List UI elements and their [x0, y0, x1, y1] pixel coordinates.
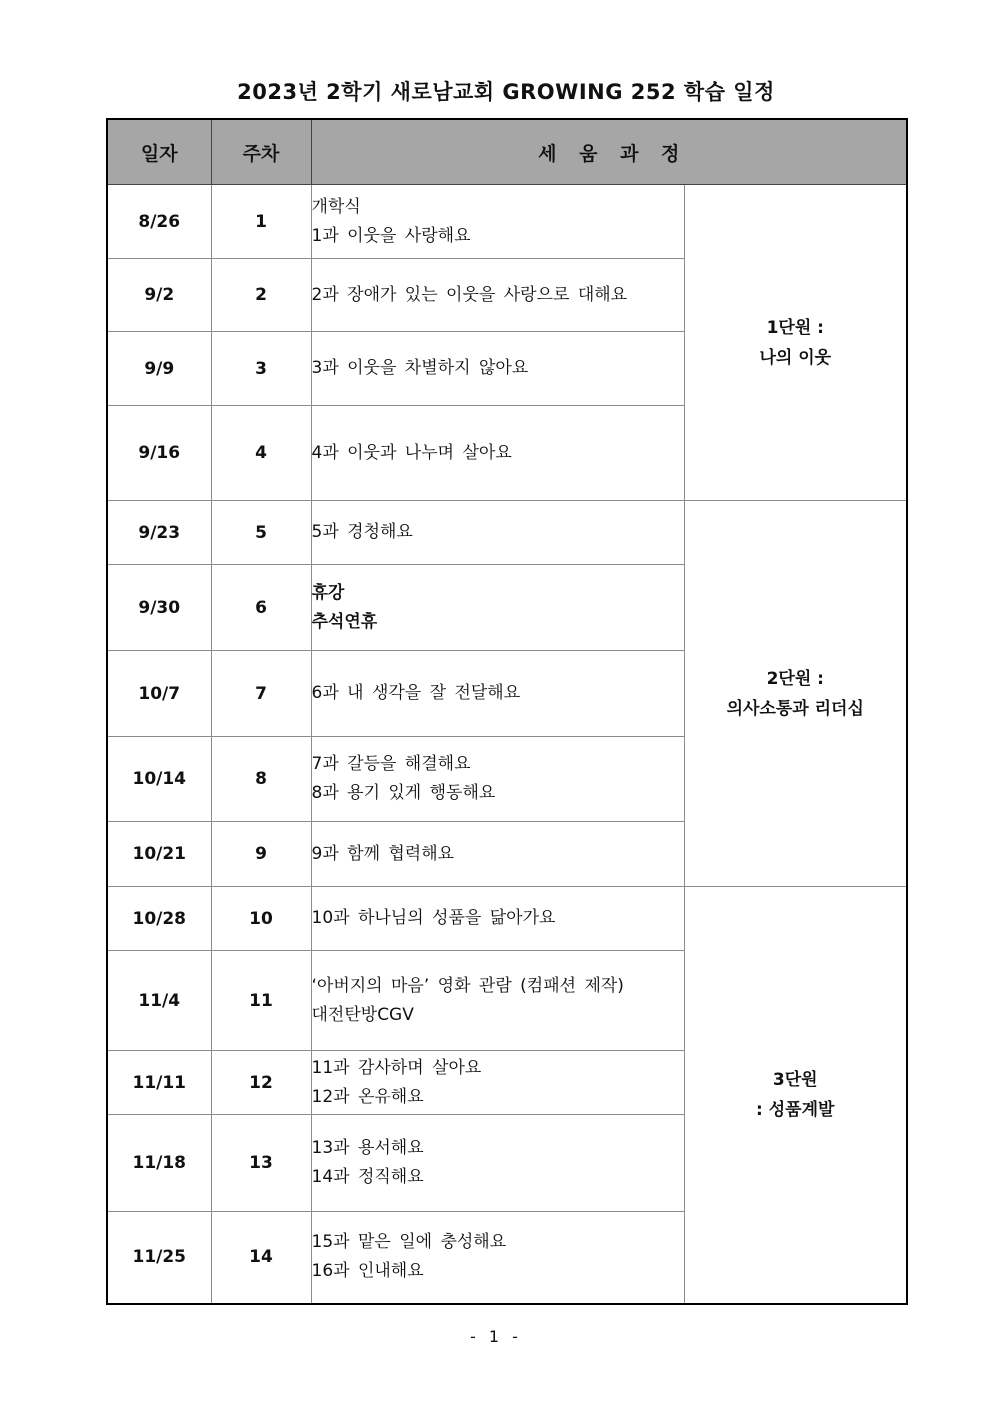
lesson-line: 6과 내 생각을 잘 전달해요: [311, 683, 521, 703]
lesson-line: 15과 맡은 일에 충성해요: [311, 1232, 507, 1253]
lesson-header: 세 움 과 정: [311, 119, 907, 185]
lesson-line: 14과 정직해요: [311, 1167, 424, 1187]
unit-line: : 성품계발: [756, 1099, 835, 1120]
week-cell: 4: [211, 406, 311, 501]
lesson-cell: [311, 259, 684, 332]
lesson-cell: [311, 1212, 684, 1304]
date-cell: 10/21: [107, 822, 211, 887]
week-cell: 11: [211, 951, 311, 1051]
lesson-line: 8과 용기 있게 행동해요: [311, 783, 496, 803]
table-row: [107, 501, 907, 565]
lesson-line: 12과 온유해요: [311, 1086, 424, 1107]
lesson-line: 1과 이웃을 사랑해요: [311, 225, 471, 246]
lesson-line: 3과 이웃을 차별하지 않아요: [311, 358, 529, 378]
header-row: [107, 119, 907, 185]
lesson-cell: [311, 1051, 684, 1115]
schedule-table: [106, 118, 908, 1305]
lesson-line: 휴강: [311, 582, 345, 603]
date-cell: 11/11: [107, 1051, 211, 1115]
unit-cell-2: [684, 501, 907, 887]
lesson-line: 개학식: [311, 196, 361, 217]
week-cell: 1: [211, 185, 311, 259]
week-cell: 8: [211, 737, 311, 822]
unit-line: 의사소통과 리더십: [726, 698, 864, 719]
date-cell: 9/2: [107, 259, 211, 332]
week-cell: 12: [211, 1051, 311, 1115]
page-title: 2023년 2학기 새로남교회 GROWING 252 학습 일정: [237, 80, 775, 104]
date-cell: 10/14: [107, 737, 211, 822]
unit-cell-1: [684, 185, 907, 501]
table-row: [107, 887, 907, 951]
lesson-cell: [311, 887, 684, 951]
lesson-line: 4과 이웃과 나누며 살아요: [311, 442, 512, 463]
lesson-cell: [311, 565, 684, 651]
lesson-cell: [311, 651, 684, 737]
unit-cell-3: [684, 887, 907, 1304]
week-cell: 7: [211, 651, 311, 737]
lesson-line: 추석연휴: [311, 611, 378, 632]
week-cell: 5: [211, 501, 311, 565]
week-cell: 3: [211, 332, 311, 406]
unit-line: 3단원: [772, 1069, 818, 1090]
lesson-line: ‘아버지의 마음’ 영화 관람 (컴패션 제작): [311, 975, 624, 996]
date-cell: 11/18: [107, 1115, 211, 1212]
unit-line: 2단원 :: [766, 668, 824, 689]
week-cell: 6: [211, 565, 311, 651]
table-row: [107, 185, 907, 259]
page-number: - 1 -: [470, 1327, 522, 1346]
lesson-cell: [311, 822, 684, 887]
week-cell: 14: [211, 1212, 311, 1304]
date-cell: 9/30: [107, 565, 211, 651]
lesson-line: 2과 장애가 있는 이웃을 사랑으로 대해요: [311, 284, 628, 305]
lesson-cell: [311, 737, 684, 822]
date-cell: 9/23: [107, 501, 211, 565]
lesson-cell: [311, 406, 684, 501]
lesson-line: 10과 하나님의 성품을 닮아가요: [311, 908, 556, 928]
week-cell: 9: [211, 822, 311, 887]
lesson-line: 대전탄방CGV: [311, 1004, 414, 1025]
week-cell: 2: [211, 259, 311, 332]
lesson-line: 16과 인내해요: [311, 1261, 424, 1282]
lesson-cell: [311, 1115, 684, 1212]
lesson-line: 13과 용서해요: [311, 1138, 424, 1158]
date-cell: 10/28: [107, 887, 211, 951]
unit-line: 1단원 :: [766, 317, 824, 338]
week-cell: 10: [211, 887, 311, 951]
lesson-cell: [311, 185, 684, 259]
lesson-cell: [311, 501, 684, 565]
date-cell: 9/9: [107, 332, 211, 406]
date-cell: 9/16: [107, 406, 211, 501]
date-header: 일자: [107, 119, 211, 185]
date-cell: 8/26: [107, 185, 211, 259]
lesson-line: 7과 갈등을 해결해요: [311, 754, 471, 774]
lesson-cell: [311, 951, 684, 1051]
lesson-line: 9과 함께 협력해요: [311, 843, 455, 864]
week-header: 주차: [211, 119, 311, 185]
lesson-line: 11과 감사하며 살아요: [311, 1057, 482, 1078]
date-cell: 11/4: [107, 951, 211, 1051]
lesson-cell: [311, 332, 684, 406]
week-cell: 13: [211, 1115, 311, 1212]
date-cell: 10/7: [107, 651, 211, 737]
lesson-line: 5과 경청해요: [311, 522, 413, 542]
date-cell: 11/25: [107, 1212, 211, 1304]
unit-line: 나의 이웃: [759, 347, 832, 368]
